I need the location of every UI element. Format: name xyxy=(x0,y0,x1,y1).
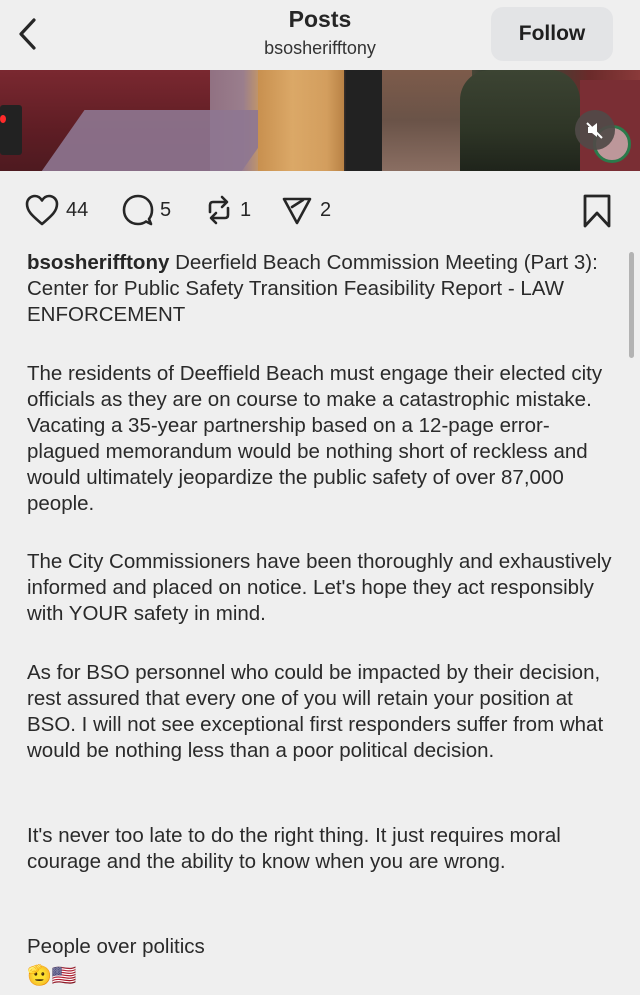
post-actions-bar xyxy=(0,185,640,235)
heart-icon xyxy=(24,193,60,227)
caption-paragraph: The City Commissioners have been thoroughly and exhaustively informed and placed on notice. Let's hope they act responsibly with YOUR safety in mind. xyxy=(27,550,612,625)
send-icon xyxy=(280,193,314,227)
scrollbar[interactable] xyxy=(629,252,634,358)
mute-toggle-button[interactable] xyxy=(575,110,615,150)
repost-count: 1 xyxy=(240,198,252,221)
follow-button[interactable]: Follow xyxy=(491,7,613,61)
caption-paragraph: As for BSO personnel who could be impacted by their decision, rest assured that every one of you will retain your position at BSO. I will not see exceptional first responders suffer from what would be nothing less than a poor political decision. xyxy=(27,661,604,762)
caption-paragraph: The residents of Deeffield Beach must engage their elected city officials as they are on course to make a catastrophic mistake. Vacating a 35-year partnership based on a 12-page error-plagued memorandum would be nothing short of reckless and would ultimately jeopardize the public safety of over 87,000 people. xyxy=(27,362,603,515)
caption-emojis: 🫡🇺🇸 xyxy=(27,965,77,987)
profile-username[interactable]: bsosherifftony xyxy=(264,38,376,58)
post-caption-heading xyxy=(27,250,617,328)
caption-paragraph: It's never too late to do the right thing. It just requires moral courage and the ability to know when you are wrong. xyxy=(27,824,561,873)
share-button[interactable] xyxy=(280,185,331,235)
post-video[interactable] xyxy=(0,70,640,171)
repost-button[interactable] xyxy=(204,185,251,235)
comment-button[interactable] xyxy=(122,185,171,235)
page-title: Posts xyxy=(288,6,352,32)
repost-icon xyxy=(204,193,234,227)
like-count: 44 xyxy=(66,198,89,221)
comment-count: 5 xyxy=(160,198,172,221)
like-button[interactable] xyxy=(24,185,88,235)
video-frame-pole xyxy=(346,70,382,171)
video-frame-podium xyxy=(258,70,344,171)
comment-icon xyxy=(122,193,154,227)
video-frame-audience xyxy=(382,70,472,171)
caption-paragraph: People over politics xyxy=(27,935,205,958)
save-button[interactable] xyxy=(580,193,614,229)
caption-title: Deerfield Beach Commission Meeting (Part 3): Center for Public Safety Transition Feasibility Report - LAW ENFORCEMENT xyxy=(27,251,598,326)
caption-username[interactable]: bsosherifftony xyxy=(27,251,170,274)
top-nav-bar xyxy=(0,0,640,70)
speaker-muted-icon xyxy=(585,120,605,140)
bookmark-icon xyxy=(580,193,614,229)
video-frame-officer xyxy=(460,70,580,171)
share-count: 2 xyxy=(320,198,332,221)
video-frame-device xyxy=(0,105,22,155)
